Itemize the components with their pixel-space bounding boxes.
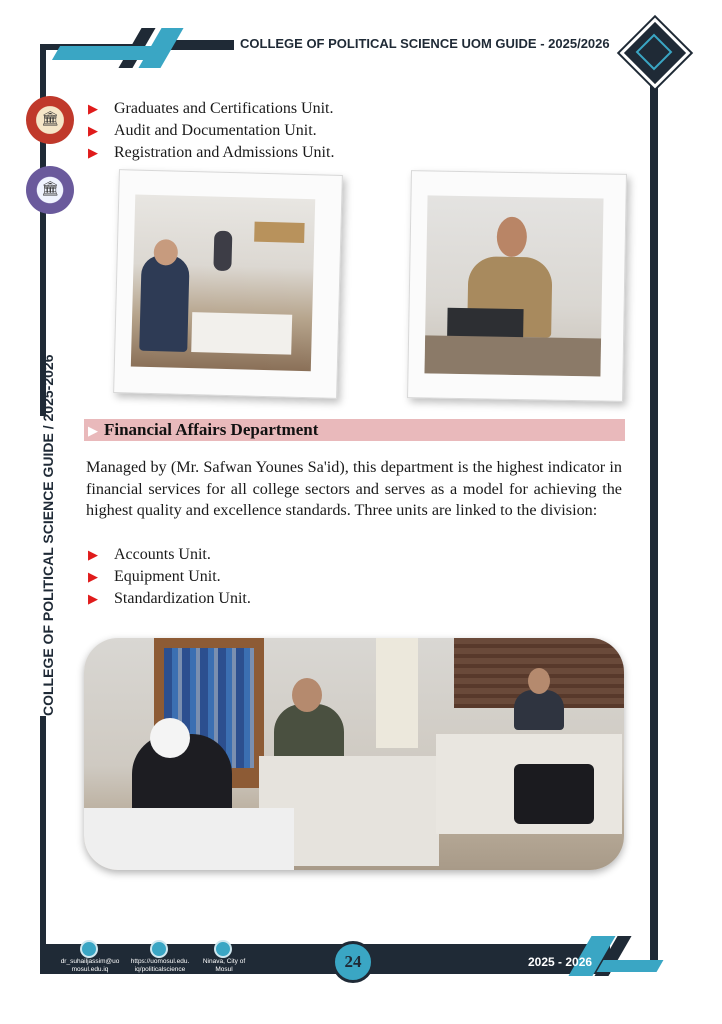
office-chair [514,764,594,824]
footer-stripe-bar [597,960,664,972]
header-title: COLLEGE OF POLITICAL SCIENCE UOM GUIDE - 2025/2026 [236,34,614,54]
financial-office-photo [84,638,624,870]
footer-email[interactable]: dr_suhailjassim@uo mosul.edu.iq [60,958,120,973]
list-item: ▶ Audit and Documentation Unit. [88,120,334,142]
page-number: 24 [332,941,374,983]
list-item: ▶ Equipment Unit. [88,566,251,588]
photo-card-office-2 [407,170,627,402]
bullet-triangle-icon: ▶ [88,102,98,117]
list-item: ▶ Standardization Unit. [88,588,251,610]
website-icon [150,940,168,958]
desk-front [84,808,294,870]
office-photo-2 [424,195,603,376]
financial-units-list [88,544,251,610]
bullet-triangle-icon: ▶ [88,548,98,563]
side-title: COLLEGE OF POLITICAL SCIENCE GUIDE / 2025-2026 [36,416,60,716]
bullet-triangle-icon: ▶ [88,146,98,161]
footer-website[interactable]: https://uomosul.edu. iq/politicalscience [130,958,190,973]
air-conditioner [376,638,418,748]
list-item: ▶ Accounts Unit. [88,544,251,566]
bullet-triangle-icon: ▶ [88,570,98,585]
footer-location: Ninava, City of Mosul [202,958,246,973]
office-photo-1 [131,195,315,372]
bullet-triangle-icon: ▶ [88,124,98,139]
section-paragraph: Managed by (Mr. Safwan Younes Sa'id), this department is the highest indicator in financial services for all college sectors and serves as a model for achieving the highest quality and excellence standards. Three units are linked to the division: [86,458,622,519]
photo-card-office-1 [113,169,343,399]
university-logo-icon: 🏛 [26,96,74,144]
college-logo-icon: 🏛 [26,166,74,214]
list-item: ▶ Registration and Admissions Unit. [88,142,334,164]
email-icon [80,940,98,958]
list-item: ▶ Graduates and Certifications Unit. [88,98,334,120]
frame-right-border [650,60,658,964]
units-list [88,98,334,164]
location-icon [214,940,232,958]
person-right [514,690,564,730]
section-title: ▶ Financial Affairs Department [88,420,319,439]
bullet-triangle-icon: ▶ [88,592,98,607]
footer-years: 2025 - 2026 [528,955,593,969]
header-stripe-bar [52,46,160,60]
section-triangle-icon: ▶ [88,424,98,439]
